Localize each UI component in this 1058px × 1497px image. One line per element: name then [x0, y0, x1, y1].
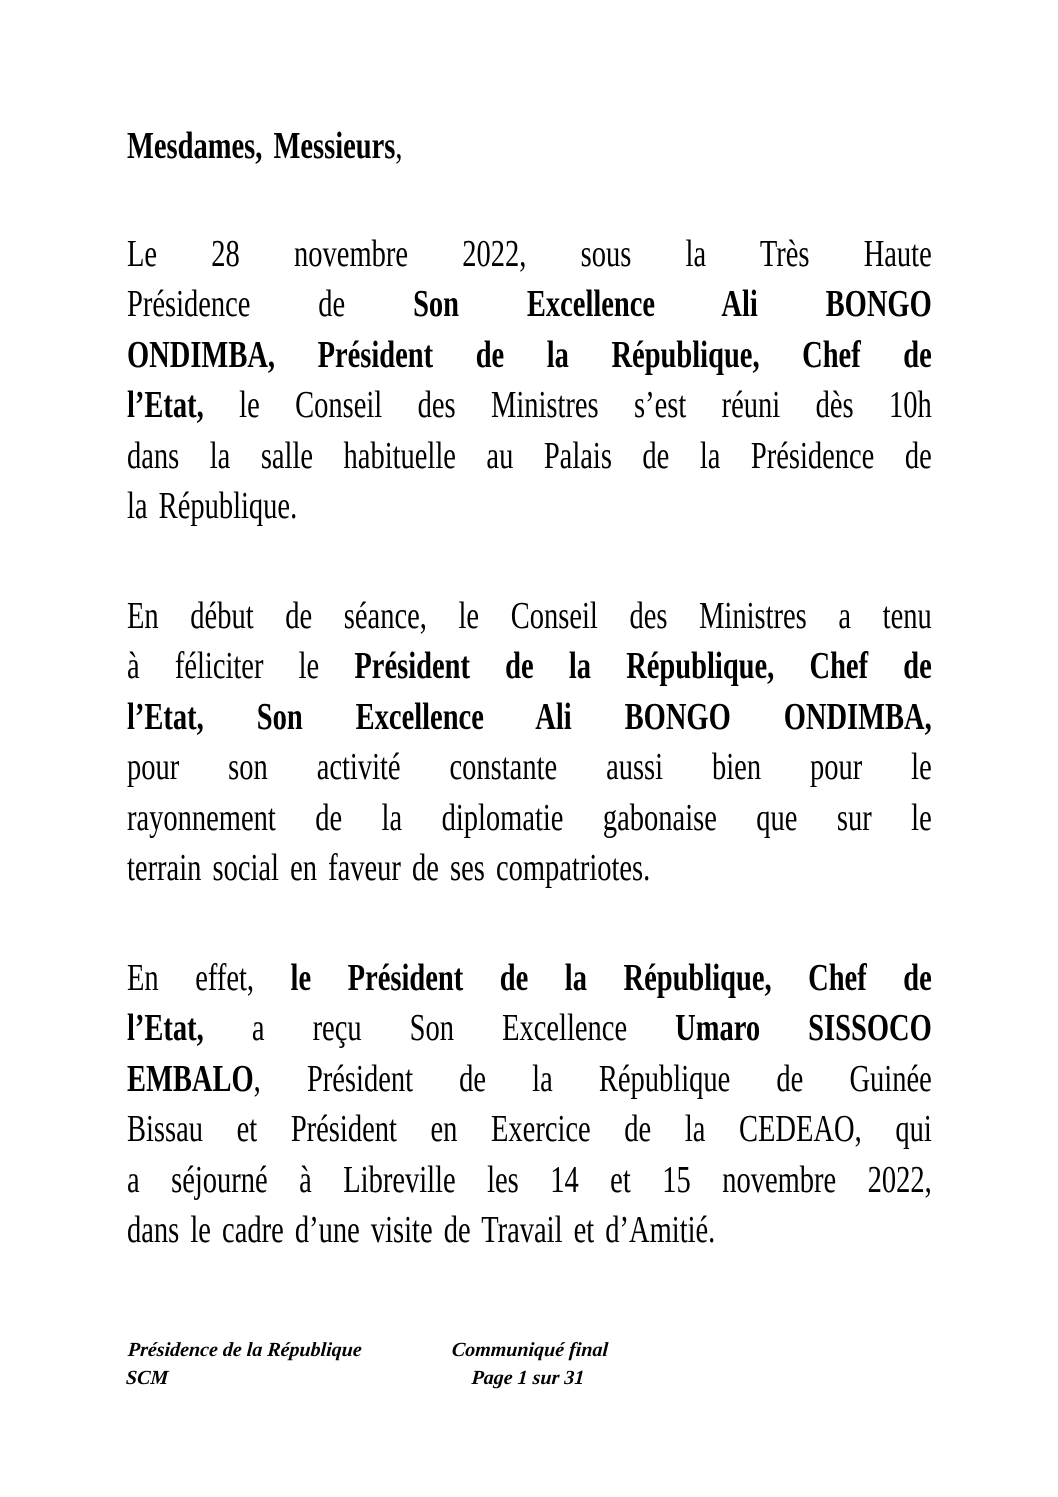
text-run: le Conseil des Ministres s’est réuni dès 10h [203, 384, 932, 426]
text-line [127, 1205, 932, 1256]
text-run: dans la salle habituelle au Palais de la Présidence de [127, 434, 932, 477]
text-line [127, 1155, 932, 1206]
text-line [127, 692, 932, 743]
text-run: En début de séance, le Conseil des Ministres a tenu [127, 594, 932, 637]
salutation [127, 121, 932, 172]
text-line [127, 229, 932, 280]
text-run: le Président de la République, Chef de [290, 956, 932, 999]
text-run: Président de la République, Chef de [354, 645, 932, 687]
text-line [127, 742, 932, 793]
page-footer [0, 1336, 1058, 1406]
text-run: a reçu Son Excellence [203, 1007, 676, 1049]
text-line [127, 1104, 932, 1155]
text-run: ONDIMBA, Président de la République, Chef de [127, 333, 932, 376]
text-line [127, 641, 932, 692]
text-run: l’Etat, [127, 1007, 204, 1049]
text-line [127, 1054, 932, 1105]
text-run: l’Etat, Son Excellence Ali BONGO ONDIMBA, [127, 695, 932, 738]
footer-document-title: Communiqué final [451, 1339, 609, 1361]
footer-organization: Présidence de la République [127, 1339, 363, 1361]
paragraph-3 [127, 953, 932, 1256]
text-run: à féliciter le [127, 645, 355, 687]
text-run: a séjourné à Libreville les 14 et 15 novembre 2022, [127, 1158, 932, 1201]
text-run: terrain social en faveur de ses compatriotes. [127, 847, 651, 889]
footer-left-block [125, 1336, 363, 1392]
paragraph-2 [127, 591, 932, 894]
text-run: Présidence de [127, 283, 414, 325]
text-run: Son Excellence Ali BONGO [413, 283, 932, 325]
text-line [127, 279, 932, 330]
paragraph-1 [127, 229, 932, 532]
text-line [127, 330, 932, 381]
footer-center-block [449, 1336, 609, 1392]
text-run: la République. [127, 485, 298, 527]
text-line [127, 431, 932, 482]
text-run: rayonnement de la diplomatie gabonaise que sur le [127, 796, 932, 839]
text-line [127, 591, 932, 642]
text-run: En effet, [127, 956, 291, 999]
text-line [127, 843, 932, 894]
text-run: Le 28 novembre 2022, sous la Très Haute [127, 232, 932, 275]
text-run: , [395, 125, 403, 167]
footer-page-number: Page 1 sur 31 [470, 1367, 586, 1389]
text-run: , Président de la République de Guinée [253, 1057, 932, 1100]
text-run: Bissau et Président en Exercice de la CEDEAO, qui [127, 1108, 932, 1150]
text-run: EMBALO [127, 1057, 254, 1100]
text-run: pour son activité constante aussi bien pour le [127, 746, 932, 788]
text-run: dans le cadre d’une visite de Travail et d’Amitié. [127, 1209, 716, 1251]
text-line [127, 380, 932, 431]
document-body [127, 121, 932, 1315]
text-run: l’Etat, [127, 384, 204, 426]
text-line [127, 793, 932, 844]
footer-department: SCM [125, 1367, 170, 1389]
text-run: Umaro SISSOCO [675, 1007, 932, 1049]
text-line [127, 1003, 932, 1054]
text-line [127, 481, 932, 532]
text-line [127, 121, 932, 172]
text-run: Mesdames, Messieurs [127, 125, 396, 167]
text-line [127, 953, 932, 1004]
